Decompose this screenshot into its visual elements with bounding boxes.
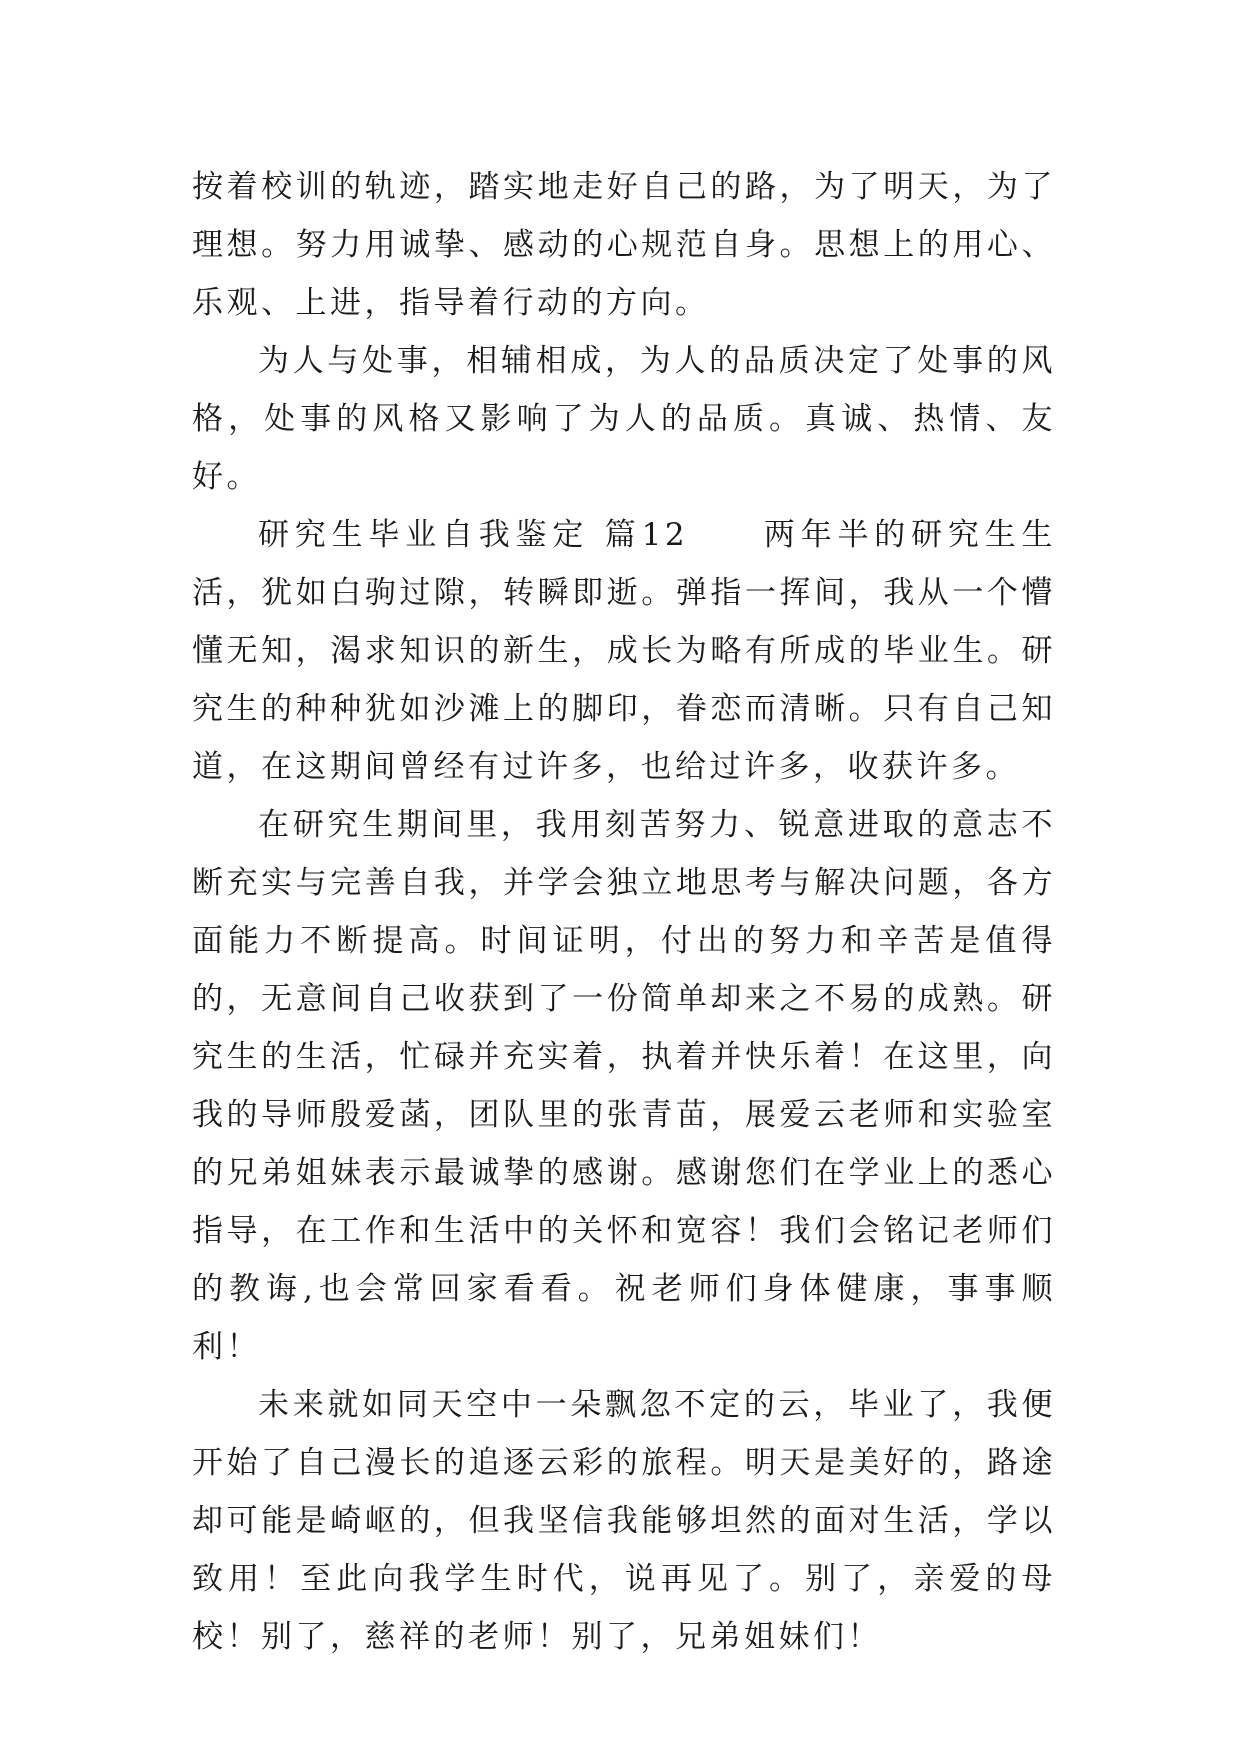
paragraph-3: 研究生毕业自我鉴定 篇12 两年半的研究生生活，犹如白驹过隙，转瞬即逝。弹指一挥间，我从一个懵懂无知，渴求知识的新生，成长为略有所成的毕业生。研究生的种种犹如沙滩上的脚印，眷恋而清晰。只有自己知道，在这期间曾经有过许多，也给过许多，收获许多。: [192, 517, 1056, 785]
paragraph-4: 在研究生期间里，我用刻苦努力、锐意进取的意志不断充实与完善自我，并学会独立地思考与解决问题，各方面能力不断提高。时间证明，付出的努力和辛苦是值得的，无意间自己收获到了一份简单却来之不易的成熟。研究生的生活，忙碌并充实着，执着并快乐着！在这里，向我的导师殷爱菡，团队里的张青苗，展爱云老师和实验室的兄弟姐妹表示最诚挚的感谢。感谢您们在学业上的悉心指导，在工作和生活中的关怀和宽容！我们会铭记老师们的教诲,也会常回家看看。祝老师们身体健康，事事顺利！: [192, 807, 1056, 1365]
paragraph-2: 为人与处事，相辅相成，为人的品质决定了处事的风格，处事的风格又影响了为人的品质。真诚、热情、友好。: [192, 343, 1056, 495]
paragraph-5: 未来就如同天空中一朵飘忽不定的云，毕业了，我便开始了自己漫长的追逐云彩的旅程。明天是美好的，路途却可能是崎岖的，但我坚信我能够坦然的面对生活，学以致用！至此向我学生时代，说再见了。别了，亲爱的母校！别了，慈祥的老师！别了，兄弟姐妹们！: [192, 1387, 1056, 1655]
document-body: [192, 158, 1056, 1666]
paragraph-1: 按着校训的轨迹，踏实地走好自己的路，为了明天，为了理想。努力用诚挚、感动的心规范自身。思想上的用心、乐观、上进，指导着行动的方向。: [192, 169, 1056, 321]
